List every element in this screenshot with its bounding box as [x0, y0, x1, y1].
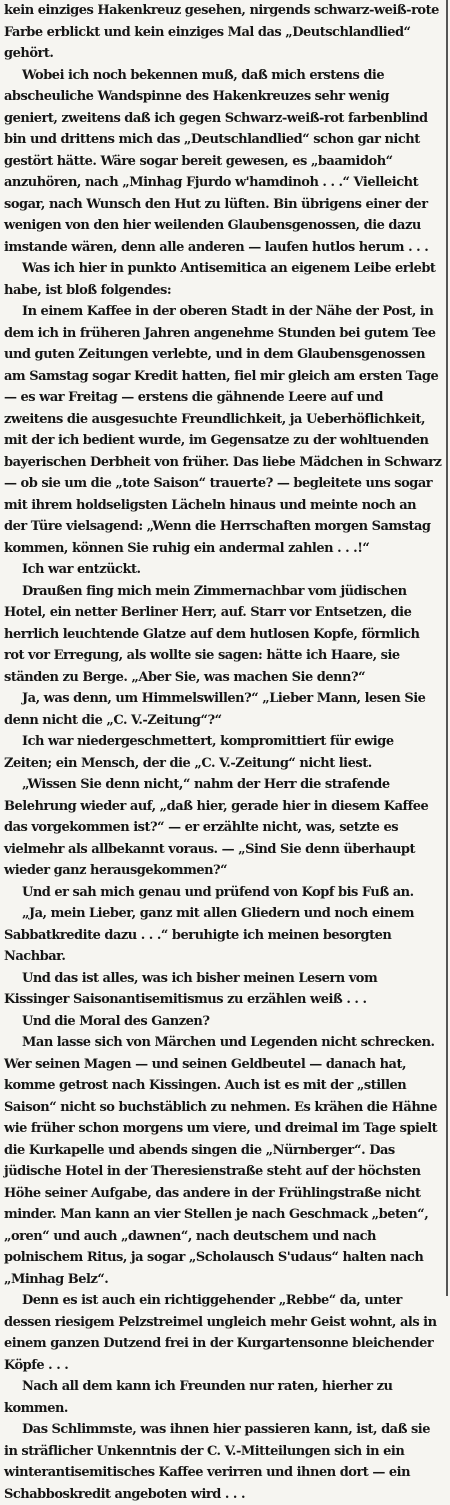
- paragraph: kein einziges Hakenkreuz gesehen, nirgends schwarz-weiß-rote Farbe erblickt und kein einziges Mal das „Deutschlandlied“ gehört.: [4, 3, 439, 61]
- paragraph: In einem Kaffee in der oberen Stadt in der Nähe der Post, in dem ich in früheren Jahren angenehme Stunden bei gutem Tee und guten Zeitungen verlebte, und in dem Glaubensgenossen am Samstag sogar Kredit hatten, fiel mir gleich am ersten Tage — es war Freitag — erstens die gähnende Leere auf und zweitens die ausgesuchte Freundlichkeit, ja Ueberhöflichkeit, mit der ich bedient wurde, im Gegensatze zu der wohltuenden bayerischen Derbheit von früher. Das liebe Mädchen in Schwarz — ob sie um die „tote Saison“ trauerte? — begleitete uns sogar mit ihrem holdseligsten Lächeln hinaus und meinte noch an der Türe vielsagend: „Wenn die Herrschaften morgen Samstag kommen, können Sie ruhig ein andermal zahlen . . .!“: [4, 304, 442, 556]
- article-body: [4, 0, 442, 1505]
- paragraph: Nach all dem kann ich Freunden nur raten, hierher zu kommen.: [4, 1379, 393, 1416]
- paragraph: Und er sah mich genau und prüfend von Kopf bis Fuß an.: [22, 884, 414, 900]
- paragraph: Draußen fing mich mein Zimmernachbar vom jüdischen Hotel, ein netter Berliner Herr, auf. Starr vor Entsetzen, die herrlich leuchtende Glatze auf dem hutlosen Kopfe, förmlich rot vor Erregung, als wollte sie sagen: hätte ich Haare, sie ständen zu Berge. „Aber Sie, was machen Sie denn?“: [4, 583, 420, 685]
- paragraph: Ich war niedergeschmettert, kompromittiert für ewige Zeiten; ein Mensch, der die „C. V.-Zeitung“ nicht liest.: [4, 734, 394, 771]
- paragraph: Ja, was denn, um Himmelswillen?“ „Lieber Mann, lesen Sie denn nicht die „C. V.-Zeitung“?“: [4, 691, 426, 728]
- paragraph: „Ja, mein Lieber, ganz mit allen Gliedern und noch einem Sabbatkredite dazu . . .“ beruhigte ich meinen besorgten Nachbar.: [4, 906, 415, 964]
- paragraph: Wobei ich noch bekennen muß, daß mich erstens die abscheuliche Wandspinne des Hakenkreuzes sehr wenig geniert, zweitens daß ich gegen Schwarz-weiß-rot farbenblind bin und drittens mich das „Deutschlandlied“ schon gar nicht gestört hätte. Wäre sogar bereit gewesen, es „baamidoh“ anzuhören, nach „Minhag Fjurdo w'hamdinoh . . .“ Vielleicht sogar, nach Wunsch den Hut zu lüften. Bin übrigens einer der wenigen von den hier weilenden Glaubensgenossen, die dazu imstande wären, denn alle anderen — laufen hutlos herum . . .: [4, 67, 429, 255]
- paragraph: Denn es ist auch ein richtiggehender „Rebbe“ da, unter dessen riesigem Pelzstreimel ungleich mehr Geist wohnt, als in einem ganzen Dutzend frei in der Kurgartensonne bleichender Köpfe . . .: [4, 1293, 437, 1373]
- paragraph: Man lasse sich von Märchen und Legenden nicht schrecken. Wer seinen Magen — und seinen Geldbeutel — danach hat, komme getrost nach Kissingen. Auch ist es mit der „stillen Saison“ nicht so buchstäblich zu nehmen. Es krähen die Hähne wie früher schon morgens um viere, und dreimal im Tage spielt die Kurkapelle und abends singen die „Nürnberger“. Das jüdische Hotel in der Theresienstraße steht auf der höchsten Höhe seiner Aufgabe, das andere in der Frühlingstraße nicht minder. Man kann an vier Stellen je nach Geschmack „beten“, „oren“ und auch „dawnen“, nach deutschem und nach polnischem Ritus, ja sogar „Scholausch S'udaus“ halten nach „Minhag Belz“.: [4, 1035, 438, 1287]
- paragraph: Ich war entzückt.: [22, 562, 141, 577]
- paragraph: Das Schlimmste, was ihnen hier passieren kann, ist, daß sie in sträflicher Unkenntnis der C. V.-Mitteilungen sich in ein winterantisemitisches Kaffee verirren und ihnen dort — ein Schabboskredit angeboten wird . . .: [4, 1422, 431, 1502]
- paragraph: Was ich hier in punkto Antisemitica an eigenem Leibe erlebt habe, ist bloß folgendes:: [4, 261, 436, 298]
- article-column: [4, 0, 442, 1502]
- paragraph: Und das ist alles, was ich bisher meinen Lesern vom Kissinger Saisonantisemitismus zu erzählen weiß . . .: [4, 970, 378, 1007]
- paragraph: Und die Moral des Ganzen?: [22, 1013, 210, 1029]
- paragraph: „Wissen Sie denn nicht,“ nahm der Herr die strafende Belehrung wieder auf, „daß hier, gerade hier in diesem Kaffee das vorgekommen ist?“ — er erzählte nicht, was, setzte es vielmehr als allbekannt voraus. — „Sind Sie denn überhaupt wieder ganz herausgekommen?“: [4, 777, 429, 878]
- column-rule: [446, 0, 448, 1296]
